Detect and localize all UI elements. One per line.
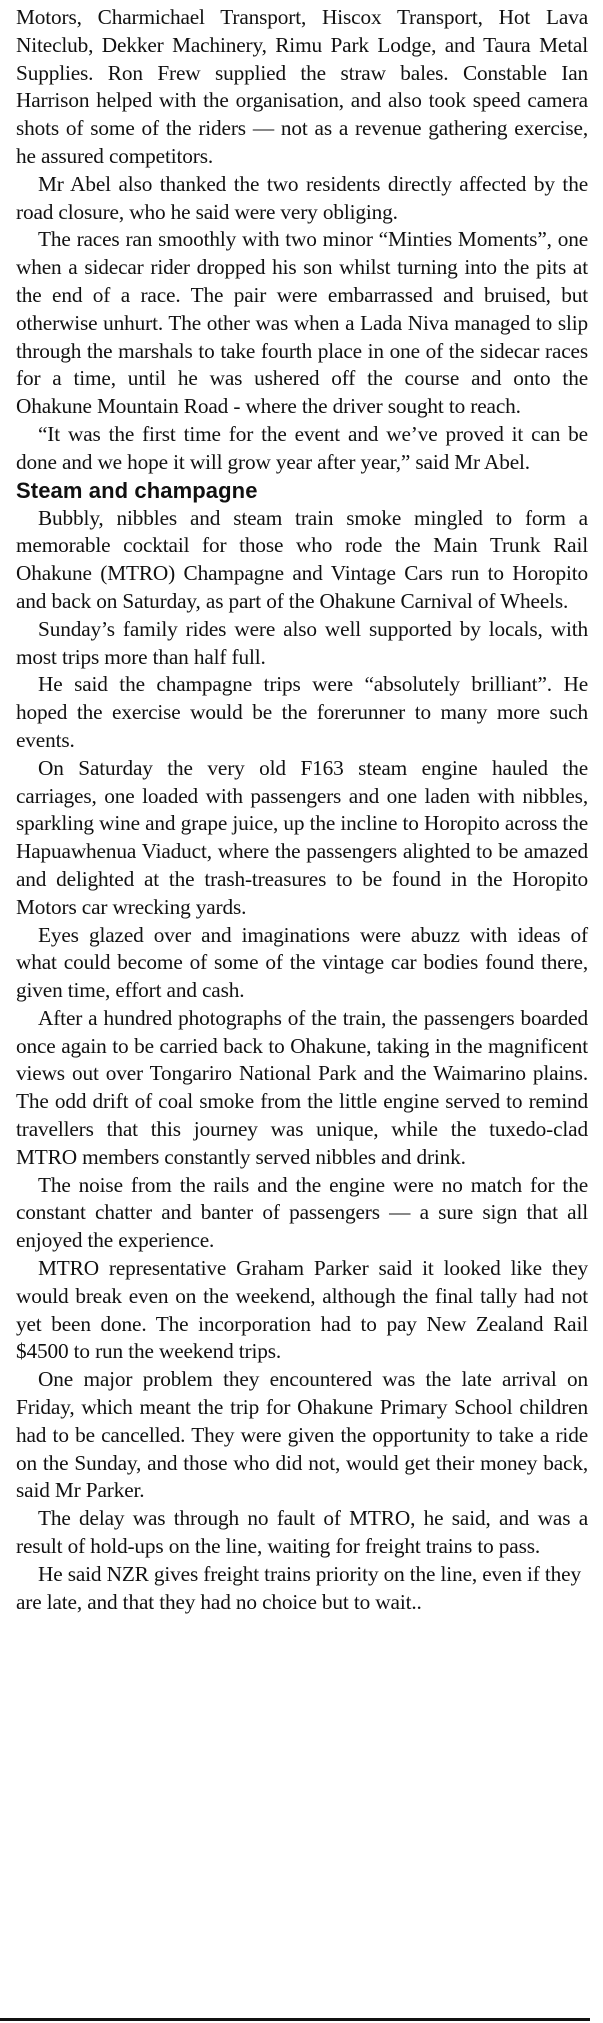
bottom-rule — [0, 2018, 590, 2021]
paragraph-thanks: Mr Abel also thanked the two residents directly affected by the road closure, who he said were very obliging. — [16, 171, 588, 224]
paragraph-bubbly: Bubbly, nibbles and steam train smoke mingled to form a memorable cocktail for those who rode the Main Trunk Rail Ohakune (MTRO) Champagne and Vintage Cars run to Horopito and back on Saturday, as part of the Ohakune Carnival of Wheels. — [16, 505, 588, 613]
paragraph-photographs: After a hundred photographs of the train, the passengers boarded once again to be carried back to Ohakune, taking in the magnificent views out over Tongariro National Park and the Waimarino plains. The odd drift of coal smoke from the little engine served to remind travellers that this journey was unique, while the tuxedo-clad MTRO members constantly served nibbles and drink. — [16, 1005, 588, 1169]
paragraph-sponsors: Motors, Charmichael Transport, Hiscox Transport, Hot Lava Niteclub, Dekker Machinery, Rimu Park Lodge, and Taura Metal Supplies. Ron Frew supplied the straw bales. Constable Ian Harrison helped with the organisation, and also took speed camera shots of some of the riders — not as a revenue gathering exercise, he assured competitors. — [16, 5, 588, 168]
paragraph-delay: The delay was through no fault of MTRO, he said, and was a result of hold-ups on the line, waiting for freight trains to pass. — [16, 1506, 588, 1559]
section-heading: Steam and champagne — [16, 477, 258, 503]
paragraph-eyes-glazed: Eyes glazed over and imaginations were abuzz with ideas of what could become of some of the vintage car bodies found there, given time, effort and cash. — [16, 922, 588, 1003]
paragraph-family-rides: Sunday’s family rides were also well supported by locals, with most trips more than half full. — [16, 616, 588, 669]
paragraph-first-time: “It was the first time for the event and we’ve proved it can be done and we hope it will grow year after year,” said Mr Abel. — [16, 421, 588, 474]
paragraph-problem: One major problem they encountered was the late arrival on Friday, which meant the trip for Ohakune Primary School children had to be cancelled. They were given the opportunity to take a ride on the Sunday, and those who did not, would get their money back, said Mr Parker. — [16, 1367, 588, 1503]
paragraph-nzr: He said NZR gives freight trains priority on the line, even if they are late, and that they had no choice but to wait.. — [16, 1561, 581, 1614]
paragraph-races: The races ran smoothly with two minor “Minties Moments”, one when a sidecar rider dropped his son whilst turning into the pits at the end of a race. The pair were embarrassed and bruised, but otherwise unhurt. The other was when a Lada Niva managed to slip through the marshals to take fourth place in one of the sidecar races for a time, until he was ushered off the course and onto the Ohakune Mountain Road - where the driver sought to reach. — [16, 227, 588, 419]
paragraph-noise: The noise from the rails and the engine were no match for the constant chatter and banter of passengers — a sure sign that all enjoyed the experience. — [16, 1172, 588, 1253]
article-column — [16, 4, 588, 1616]
paragraph-parker: MTRO representative Graham Parker said it looked like they would break even on the weekend, although the final tally had not yet been done. The incorporation had to pay New Zealand Rail $4500 to run the weekend trips. — [16, 1256, 588, 1364]
paragraph-saturday: On Saturday the very old F163 steam engine hauled the carriages, one loaded with passengers and one laden with nibbles, sparkling wine and grape juice, up the incline to Horopito across the Hapuawhenua Viaduct, where the passengers alighted to be amazed and delighted at the trash-treasures to be found in the Horopito Motors car wrecking yards. — [16, 755, 588, 919]
paragraph-brilliant: He said the champagne trips were “absolutely brilliant”. He hoped the exercise would be the forerunner to many more such events. — [16, 672, 588, 752]
